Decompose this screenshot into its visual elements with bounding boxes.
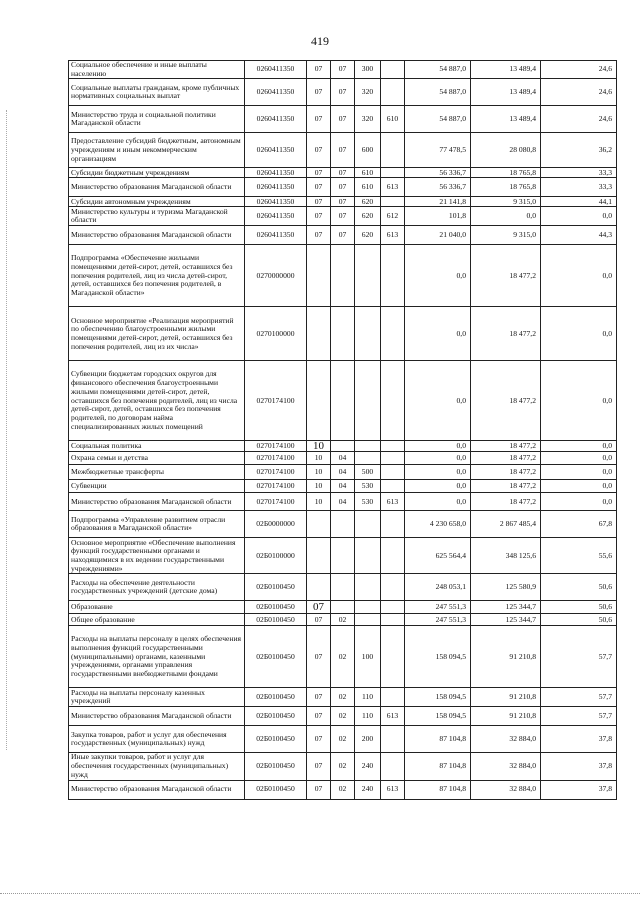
table-row — [69, 361, 617, 441]
row-actual-cell: 91 210,8 — [471, 626, 541, 688]
row-expense-type-cell: 530 — [355, 493, 381, 511]
row-code-cell: 0270000000 — [245, 245, 307, 307]
row-actual-cell: 91 210,8 — [471, 707, 541, 726]
row-percent-cell: 0,0 — [541, 480, 617, 493]
row-actual-cell: 348 125,6 — [471, 538, 541, 574]
row-admin-code-cell — [381, 168, 405, 178]
row-section-cell: 07 — [307, 133, 331, 168]
row-percent-cell: 24,6 — [541, 106, 617, 133]
row-actual-cell: 32 884,0 — [471, 726, 541, 753]
row-expense-type-cell — [355, 538, 381, 574]
row-plan-cell: 56 336,7 — [405, 178, 471, 197]
row-code-cell: 02Б0100000 — [245, 538, 307, 574]
page-number: 419 — [311, 34, 329, 48]
row-name-cell: Основное мероприятие «Реализация мероприятий по обеспечению благоустроенными жилыми помещениями детей-сирот, детей, оставшихся без попечения родителей, лиц из их числа» — [69, 307, 245, 361]
row-section-cell — [307, 538, 331, 574]
row-admin-code-cell: 613 — [381, 707, 405, 726]
row-plan-cell: 247 551,3 — [405, 614, 471, 626]
table-row — [69, 178, 617, 197]
row-subsection-cell — [331, 511, 355, 538]
row-code-cell: 02Б0100450 — [245, 688, 307, 707]
row-expense-type-cell: 110 — [355, 688, 381, 707]
row-actual-cell: 18 477,2 — [471, 307, 541, 361]
row-subsection-cell — [331, 361, 355, 441]
row-plan-cell: 248 053,1 — [405, 574, 471, 601]
row-plan-cell: 625 564,4 — [405, 538, 471, 574]
row-expense-type-cell — [355, 452, 381, 465]
row-code-cell: 02Б0000000 — [245, 511, 307, 538]
row-admin-code-cell — [381, 511, 405, 538]
row-percent-cell: 44,1 — [541, 197, 617, 207]
row-section-cell: 07 — [307, 106, 331, 133]
row-actual-cell: 0,0 — [471, 207, 541, 226]
row-name-cell: Министерство культуры и туризма Магаданской области — [69, 207, 245, 226]
row-section-cell: 07 — [307, 178, 331, 197]
row-code-cell: 02Б0100450 — [245, 707, 307, 726]
row-actual-cell: 18 765,8 — [471, 168, 541, 178]
row-plan-cell: 0,0 — [405, 307, 471, 361]
table-row — [69, 197, 617, 207]
table-row — [69, 601, 617, 614]
row-percent-cell: 37,8 — [541, 780, 617, 799]
row-code-cell: 0260411350 — [245, 133, 307, 168]
row-admin-code-cell — [381, 307, 405, 361]
row-actual-cell: 13 489,4 — [471, 61, 541, 79]
row-section-cell: 07 — [307, 601, 331, 614]
row-admin-code-cell — [381, 614, 405, 626]
row-admin-code-cell — [381, 133, 405, 168]
table-row — [69, 79, 617, 106]
table-row — [69, 538, 617, 574]
row-subsection-cell: 07 — [331, 207, 355, 226]
row-subsection-cell: 02 — [331, 688, 355, 707]
row-subsection-cell: 07 — [331, 168, 355, 178]
row-plan-cell: 54 887,0 — [405, 106, 471, 133]
row-actual-cell: 9 315,0 — [471, 226, 541, 245]
row-actual-cell: 18 477,2 — [471, 480, 541, 493]
row-section-cell: 10 — [307, 480, 331, 493]
row-percent-cell: 0,0 — [541, 465, 617, 480]
row-subsection-cell: 02 — [331, 780, 355, 799]
row-name-cell: Расходы на обеспечение деятельности государственных учреждений (детские дома) — [69, 574, 245, 601]
row-percent-cell: 24,6 — [541, 61, 617, 79]
row-name-cell: Подпрограмма «Управление развитием отрасли образования в Магаданской области» — [69, 511, 245, 538]
table-row — [69, 106, 617, 133]
row-admin-code-cell — [381, 61, 405, 79]
row-admin-code-cell — [381, 538, 405, 574]
table-row — [69, 452, 617, 465]
row-plan-cell: 0,0 — [405, 441, 471, 452]
row-plan-cell: 87 104,8 — [405, 726, 471, 753]
budget-table — [68, 60, 617, 800]
row-section-cell — [307, 511, 331, 538]
row-code-cell: 0270174100 — [245, 493, 307, 511]
row-code-cell: 02Б0100450 — [245, 780, 307, 799]
row-subsection-cell: 02 — [331, 707, 355, 726]
table-row — [69, 168, 617, 178]
row-name-cell: Социальное обеспечение и иные выплаты населению — [69, 61, 245, 79]
row-plan-cell: 87 104,8 — [405, 753, 471, 780]
row-name-cell: Министерство труда и социальной политики Магаданской области — [69, 106, 245, 133]
page-bottom-edge — [0, 893, 640, 895]
row-section-cell — [307, 307, 331, 361]
row-percent-cell: 0,0 — [541, 452, 617, 465]
row-code-cell: 0260411350 — [245, 226, 307, 245]
row-actual-cell: 18 477,2 — [471, 493, 541, 511]
row-actual-cell: 18 765,8 — [471, 178, 541, 197]
row-subsection-cell — [331, 307, 355, 361]
row-section-cell: 07 — [307, 226, 331, 245]
row-actual-cell: 91 210,8 — [471, 688, 541, 707]
row-percent-cell: 57,7 — [541, 707, 617, 726]
row-section-cell: 10 — [307, 441, 331, 452]
row-section-cell: 07 — [307, 688, 331, 707]
row-code-cell: 0270174100 — [245, 441, 307, 452]
table-row — [69, 726, 617, 753]
row-expense-type-cell: 610 — [355, 178, 381, 197]
row-percent-cell: 0,0 — [541, 245, 617, 307]
row-section-cell: 07 — [307, 626, 331, 688]
row-name-cell: Министерство образования Магаданской области — [69, 226, 245, 245]
row-subsection-cell: 07 — [331, 226, 355, 245]
row-admin-code-cell — [381, 601, 405, 614]
row-section-cell: 07 — [307, 61, 331, 79]
row-actual-cell: 28 080,8 — [471, 133, 541, 168]
row-plan-cell: 77 478,5 — [405, 133, 471, 168]
row-subsection-cell — [331, 601, 355, 614]
row-expense-type-cell: 300 — [355, 61, 381, 79]
row-code-cell: 0260411350 — [245, 79, 307, 106]
row-plan-cell: 54 887,0 — [405, 79, 471, 106]
table-row — [69, 780, 617, 799]
row-admin-code-cell — [381, 465, 405, 480]
row-name-cell: Социальные выплаты гражданам, кроме публичных нормативных социальных выплат — [69, 79, 245, 106]
row-subsection-cell: 07 — [331, 79, 355, 106]
row-expense-type-cell: 240 — [355, 753, 381, 780]
row-percent-cell: 50,6 — [541, 601, 617, 614]
row-name-cell: Социальная политика — [69, 441, 245, 452]
row-plan-cell: 0,0 — [405, 452, 471, 465]
row-subsection-cell: 02 — [331, 626, 355, 688]
row-admin-code-cell: 613 — [381, 178, 405, 197]
row-actual-cell: 18 477,2 — [471, 245, 541, 307]
row-code-cell: 02Б0100450 — [245, 601, 307, 614]
row-section-cell: 10 — [307, 452, 331, 465]
row-plan-cell: 21 141,8 — [405, 197, 471, 207]
row-section-cell: 10 — [307, 493, 331, 511]
row-percent-cell: 50,6 — [541, 574, 617, 601]
row-section-cell: 07 — [307, 726, 331, 753]
row-code-cell: 0260411350 — [245, 61, 307, 79]
row-subsection-cell: 07 — [331, 61, 355, 79]
row-plan-cell: 0,0 — [405, 465, 471, 480]
row-name-cell: Подпрограмма «Обеспечение жильыми помещениями детей-сирот, детей, оставшихся без попечения родителей, лиц из числа детей-сирот, детей, оставшихся без попечения родителей, в Магаданской области» — [69, 245, 245, 307]
table-row — [69, 753, 617, 780]
table-row — [69, 493, 617, 511]
row-section-cell: 07 — [307, 753, 331, 780]
row-code-cell: 0270174100 — [245, 465, 307, 480]
row-percent-cell: 0,0 — [541, 441, 617, 452]
row-expense-type-cell: 500 — [355, 465, 381, 480]
row-actual-cell: 18 477,2 — [471, 465, 541, 480]
row-section-cell: 07 — [307, 197, 331, 207]
row-subsection-cell: 02 — [331, 726, 355, 753]
row-percent-cell: 67,8 — [541, 511, 617, 538]
row-section-cell: 07 — [307, 207, 331, 226]
row-percent-cell: 33,3 — [541, 178, 617, 197]
row-subsection-cell: 07 — [331, 133, 355, 168]
row-admin-code-cell — [381, 688, 405, 707]
row-name-cell: Субвенции — [69, 480, 245, 493]
row-subsection-cell: 02 — [331, 753, 355, 780]
row-expense-type-cell: 320 — [355, 79, 381, 106]
row-actual-cell: 125 344,7 — [471, 614, 541, 626]
table-row — [69, 614, 617, 626]
row-expense-type-cell: 200 — [355, 726, 381, 753]
row-percent-cell: 24,6 — [541, 79, 617, 106]
row-expense-type-cell: 100 — [355, 626, 381, 688]
row-plan-cell: 56 336,7 — [405, 168, 471, 178]
row-subsection-cell: 04 — [331, 465, 355, 480]
row-admin-code-cell: 613 — [381, 226, 405, 245]
row-name-cell: Субсидии бюджетным учреждениям — [69, 168, 245, 178]
row-section-cell: 07 — [307, 79, 331, 106]
row-section-cell — [307, 361, 331, 441]
row-percent-cell: 50,6 — [541, 614, 617, 626]
row-admin-code-cell — [381, 726, 405, 753]
row-code-cell: 0260411350 — [245, 197, 307, 207]
row-subsection-cell: 04 — [331, 493, 355, 511]
row-subsection-cell — [331, 245, 355, 307]
row-name-cell: Иные закупки товаров, работ и услуг для обеспечения государственных (муниципальных) нужд — [69, 753, 245, 780]
row-admin-code-cell — [381, 480, 405, 493]
row-subsection-cell: 07 — [331, 197, 355, 207]
row-actual-cell: 18 477,2 — [471, 441, 541, 452]
row-section-cell: 07 — [307, 780, 331, 799]
row-name-cell: Общее образование — [69, 614, 245, 626]
row-admin-code-cell — [381, 626, 405, 688]
row-code-cell: 0260411350 — [245, 106, 307, 133]
table-row — [69, 207, 617, 226]
row-code-cell: 0270100000 — [245, 307, 307, 361]
table-row — [69, 307, 617, 361]
row-expense-type-cell — [355, 574, 381, 601]
row-percent-cell: 37,8 — [541, 726, 617, 753]
table-row — [69, 61, 617, 79]
row-plan-cell: 158 094,5 — [405, 626, 471, 688]
row-actual-cell: 13 489,4 — [471, 106, 541, 133]
row-expense-type-cell — [355, 245, 381, 307]
row-name-cell: Расходы на выплаты персоналу казенных учреждений — [69, 688, 245, 707]
row-plan-cell: 158 094,5 — [405, 688, 471, 707]
table-row — [69, 626, 617, 688]
row-actual-cell: 18 477,2 — [471, 361, 541, 441]
row-name-cell: Основное мероприятие «Обеспечение выполнения функций государственными органами и находящимися в их ведении государственными учреждениями» — [69, 538, 245, 574]
row-subsection-cell: 04 — [331, 480, 355, 493]
row-subsection-cell: 04 — [331, 452, 355, 465]
row-code-cell: 02Б0100450 — [245, 626, 307, 688]
row-admin-code-cell — [381, 753, 405, 780]
row-subsection-cell: 07 — [331, 178, 355, 197]
row-percent-cell: 0,0 — [541, 207, 617, 226]
row-admin-code-cell — [381, 441, 405, 452]
row-admin-code-cell: 612 — [381, 207, 405, 226]
row-expense-type-cell: 320 — [355, 106, 381, 133]
row-plan-cell: 0,0 — [405, 480, 471, 493]
row-percent-cell: 44,3 — [541, 226, 617, 245]
row-expense-type-cell — [355, 307, 381, 361]
row-plan-cell: 21 040,0 — [405, 226, 471, 245]
table-row — [69, 707, 617, 726]
row-actual-cell: 9 315,0 — [471, 197, 541, 207]
row-code-cell: 0260411350 — [245, 207, 307, 226]
table-row — [69, 511, 617, 538]
row-code-cell: 0260411350 — [245, 168, 307, 178]
row-actual-cell: 125 344,7 — [471, 601, 541, 614]
row-plan-cell: 0,0 — [405, 493, 471, 511]
row-expense-type-cell: 620 — [355, 207, 381, 226]
row-expense-type-cell — [355, 361, 381, 441]
row-admin-code-cell — [381, 79, 405, 106]
row-expense-type-cell — [355, 614, 381, 626]
row-name-cell: Охрана семьи и детства — [69, 452, 245, 465]
row-admin-code-cell: 613 — [381, 493, 405, 511]
row-expense-type-cell: 240 — [355, 780, 381, 799]
table-row — [69, 574, 617, 601]
row-name-cell: Субсидии автономным учреждениям — [69, 197, 245, 207]
row-admin-code-cell — [381, 197, 405, 207]
row-expense-type-cell — [355, 601, 381, 614]
row-name-cell: Министерство образования Магаданской области — [69, 178, 245, 197]
table-row — [69, 226, 617, 245]
table-row — [69, 480, 617, 493]
row-actual-cell: 32 884,0 — [471, 753, 541, 780]
row-percent-cell: 0,0 — [541, 307, 617, 361]
row-plan-cell: 87 104,8 — [405, 780, 471, 799]
row-code-cell: 0270174100 — [245, 361, 307, 441]
row-percent-cell: 33,3 — [541, 168, 617, 178]
row-expense-type-cell: 610 — [355, 168, 381, 178]
row-section-cell: 07 — [307, 707, 331, 726]
row-subsection-cell — [331, 574, 355, 601]
row-section-cell: 07 — [307, 614, 331, 626]
row-subsection-cell: 07 — [331, 106, 355, 133]
row-admin-code-cell — [381, 452, 405, 465]
row-plan-cell: 158 094,5 — [405, 707, 471, 726]
row-code-cell: 0270174100 — [245, 452, 307, 465]
row-code-cell: 02Б0100450 — [245, 614, 307, 626]
row-expense-type-cell: 110 — [355, 707, 381, 726]
row-admin-code-cell — [381, 245, 405, 307]
row-percent-cell: 0,0 — [541, 493, 617, 511]
row-name-cell: Министерство образования Магаданской области — [69, 707, 245, 726]
row-expense-type-cell: 600 — [355, 133, 381, 168]
row-section-cell: 10 — [307, 465, 331, 480]
row-subsection-cell — [331, 538, 355, 574]
row-admin-code-cell — [381, 361, 405, 441]
table-row — [69, 133, 617, 168]
row-expense-type-cell — [355, 441, 381, 452]
row-percent-cell: 36,2 — [541, 133, 617, 168]
table-row — [69, 465, 617, 480]
row-plan-cell: 54 887,0 — [405, 61, 471, 79]
row-percent-cell: 57,7 — [541, 688, 617, 707]
row-expense-type-cell: 530 — [355, 480, 381, 493]
row-code-cell: 02Б0100450 — [245, 726, 307, 753]
row-actual-cell: 18 477,2 — [471, 452, 541, 465]
table-row — [69, 245, 617, 307]
row-expense-type-cell: 620 — [355, 226, 381, 245]
row-section-cell — [307, 574, 331, 601]
row-plan-cell: 0,0 — [405, 361, 471, 441]
row-admin-code-cell: 610 — [381, 106, 405, 133]
row-actual-cell: 32 884,0 — [471, 780, 541, 799]
row-subsection-cell — [331, 441, 355, 452]
row-name-cell: Министерство образования Магаданской области — [69, 780, 245, 799]
row-section-cell — [307, 245, 331, 307]
row-plan-cell: 247 551,3 — [405, 601, 471, 614]
row-section-cell: 07 — [307, 168, 331, 178]
row-actual-cell: 13 489,4 — [471, 79, 541, 106]
row-name-cell: Межбюджетные трансферты — [69, 465, 245, 480]
row-code-cell: 0260411350 — [245, 178, 307, 197]
row-admin-code-cell — [381, 574, 405, 601]
row-name-cell: Образование — [69, 601, 245, 614]
row-name-cell: Предоставление субсидий бюджетным, автономным учреждениям и иным некоммерческим организациям — [69, 133, 245, 168]
row-name-cell: Закупка товаров, работ и услуг для обеспечения государственных (муниципальных) нужд — [69, 726, 245, 753]
scan-edge-mark — [6, 110, 8, 750]
row-actual-cell: 125 580,9 — [471, 574, 541, 601]
row-subsection-cell: 02 — [331, 614, 355, 626]
row-percent-cell: 57,7 — [541, 626, 617, 688]
row-name-cell: Расходы на выплаты персоналу в целях обеспечения выполнения функций государственными (муниципальными) органами, казенными учреждениями, органами управления государственными внебюджетными фондами — [69, 626, 245, 688]
row-percent-cell: 55,6 — [541, 538, 617, 574]
row-name-cell: Субвенции бюджетам городских округов для финансового обеспечения благоустроенными жилыми помещениями детей-сирот, детей, оставшихся без попечения родителей, лиц из числа детей-сирот, детей, оставшихся без попечения родителей, по договорам найма специализированных жилых помещений — [69, 361, 245, 441]
row-code-cell: 02Б0100450 — [245, 753, 307, 780]
row-plan-cell: 101,8 — [405, 207, 471, 226]
row-code-cell: 02Б0100450 — [245, 574, 307, 601]
table-row — [69, 688, 617, 707]
table-row — [69, 441, 617, 452]
row-percent-cell: 0,0 — [541, 361, 617, 441]
row-code-cell: 0270174100 — [245, 480, 307, 493]
row-expense-type-cell — [355, 511, 381, 538]
row-name-cell: Министерство образования Магаданской области — [69, 493, 245, 511]
row-admin-code-cell: 613 — [381, 780, 405, 799]
row-actual-cell: 2 867 485,4 — [471, 511, 541, 538]
row-plan-cell: 4 230 658,0 — [405, 511, 471, 538]
row-plan-cell: 0,0 — [405, 245, 471, 307]
row-expense-type-cell: 620 — [355, 197, 381, 207]
row-percent-cell: 37,8 — [541, 753, 617, 780]
